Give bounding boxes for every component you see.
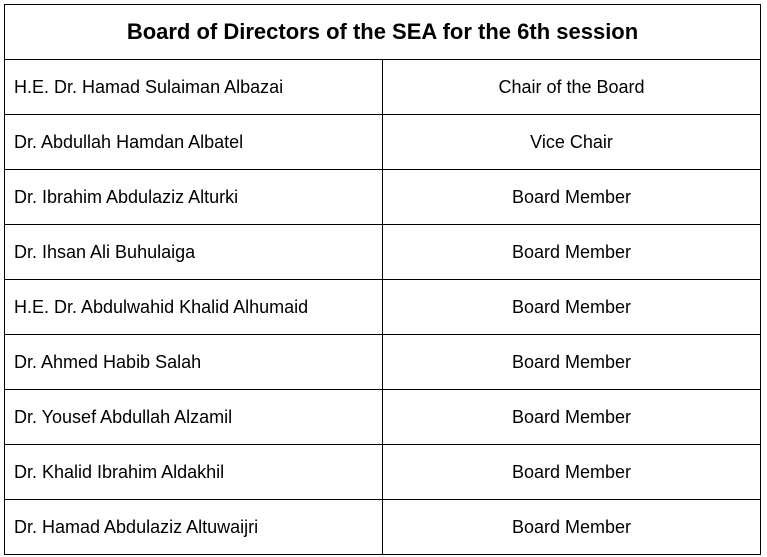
table-title: Board of Directors of the SEA for the 6th session [5,5,761,60]
member-role: Board Member [383,335,761,390]
board-table [4,4,761,555]
member-name: Dr. Abdullah Hamdan Albatel [5,115,383,170]
table-row [5,280,761,335]
member-name: Dr. Ihsan Ali Buhulaiga [5,225,383,280]
member-name: H.E. Dr. Hamad Sulaiman Albazai [5,60,383,115]
member-role: Board Member [383,500,761,555]
table-row [5,390,761,445]
member-name: Dr. Yousef Abdullah Alzamil [5,390,383,445]
table-row [5,60,761,115]
member-role: Board Member [383,390,761,445]
member-role: Board Member [383,445,761,500]
member-role: Board Member [383,280,761,335]
table-row [5,170,761,225]
title-row [5,5,761,60]
table-row [5,335,761,390]
member-name: Dr. Khalid Ibrahim Aldakhil [5,445,383,500]
member-name: Dr. Ahmed Habib Salah [5,335,383,390]
member-name: Dr. Ibrahim Abdulaziz Alturki [5,170,383,225]
member-role: Vice Chair [383,115,761,170]
member-role: Chair of the Board [383,60,761,115]
member-name: Dr. Hamad Abdulaziz Altuwaijri [5,500,383,555]
table-row [5,445,761,500]
table-row [5,500,761,555]
member-name: H.E. Dr. Abdulwahid Khalid Alhumaid [5,280,383,335]
table-row [5,115,761,170]
member-role: Board Member [383,225,761,280]
member-role: Board Member [383,170,761,225]
table-row [5,225,761,280]
